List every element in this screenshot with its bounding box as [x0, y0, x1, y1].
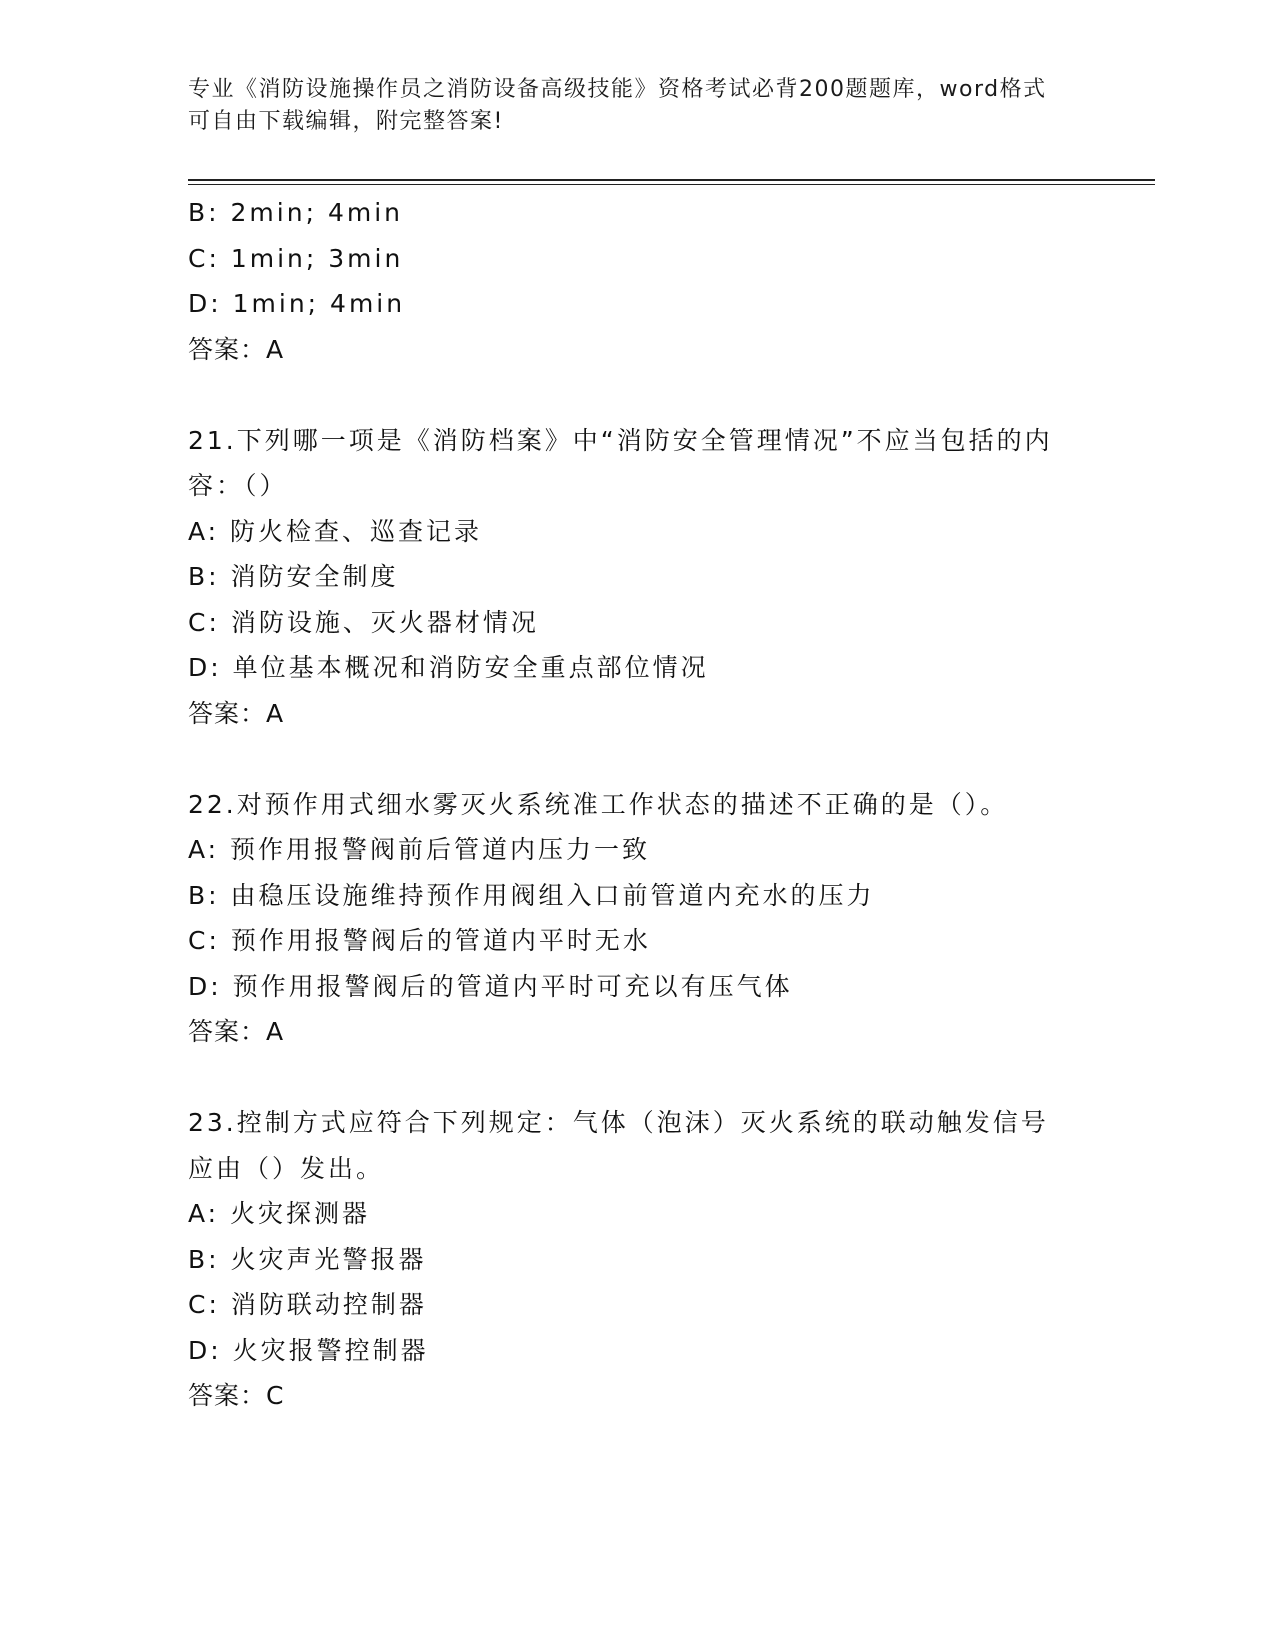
- option-c: C: 1min; 3min: [188, 243, 404, 273]
- answer: 答案：A: [188, 698, 285, 728]
- answer: 答案：C: [188, 1381, 285, 1410]
- option-c: C: 预作用报警阀后的管道内平时无水: [188, 926, 651, 955]
- question-text: 22.对预作用式细水雾灭火系统准工作状态的描述不正确的是（）。: [188, 789, 1009, 819]
- header-rule-thin: [188, 184, 1155, 185]
- question-20-tail: [188, 190, 1088, 372]
- answer: 答案：A: [188, 334, 285, 364]
- option-b: B: 火灾声光警报器: [188, 1244, 427, 1274]
- question-text: 23.控制方式应符合下列规定：气体（泡沫）灭火系统的联动触发信号应由（）发出。: [188, 1108, 1049, 1183]
- option-d: D: 火灾报警控制器: [188, 1335, 429, 1365]
- option-b: B: 由稳压设施维持预作用阀组入口前管道内充水的压力: [188, 880, 875, 910]
- spacer: [188, 372, 1088, 418]
- document-header: 专业《消防设施操作员之消防设备高级技能》资格考试必背200题题库，word格式可自由下载编辑，附完整答案!: [188, 77, 1047, 134]
- option-b: B: 消防安全制度: [188, 562, 399, 591]
- question-list: [188, 190, 1088, 1419]
- question-21: [188, 418, 1088, 737]
- option-d: D: 1min; 4min: [188, 289, 406, 318]
- option-a: A: 防火检查、巡查记录: [188, 516, 483, 546]
- option-a: A: 预作用报警阀前后管道内压力一致: [188, 835, 651, 864]
- question-23: [188, 1100, 1088, 1419]
- question-22: [188, 782, 1088, 1055]
- answer: 答案：A: [188, 1017, 285, 1046]
- spacer: [188, 736, 1088, 782]
- option-d: D: 预作用报警阀后的管道内平时可充以有压气体: [188, 971, 793, 1001]
- question-text: 21.下列哪一项是《消防档案》中“消防安全管理情况”不应当包括的内容：（）: [188, 425, 1053, 500]
- option-c: C: 消防设施、灭火器材情况: [188, 607, 539, 637]
- option-a: A: 火灾探测器: [188, 1199, 371, 1228]
- spacer: [188, 1055, 1088, 1101]
- option-c: C: 消防联动控制器: [188, 1290, 427, 1319]
- option-b: B: 2min; 4min: [188, 198, 403, 227]
- option-d: D: 单位基本概况和消防安全重点部位情况: [188, 653, 709, 682]
- header-rule-thick: [188, 179, 1155, 181]
